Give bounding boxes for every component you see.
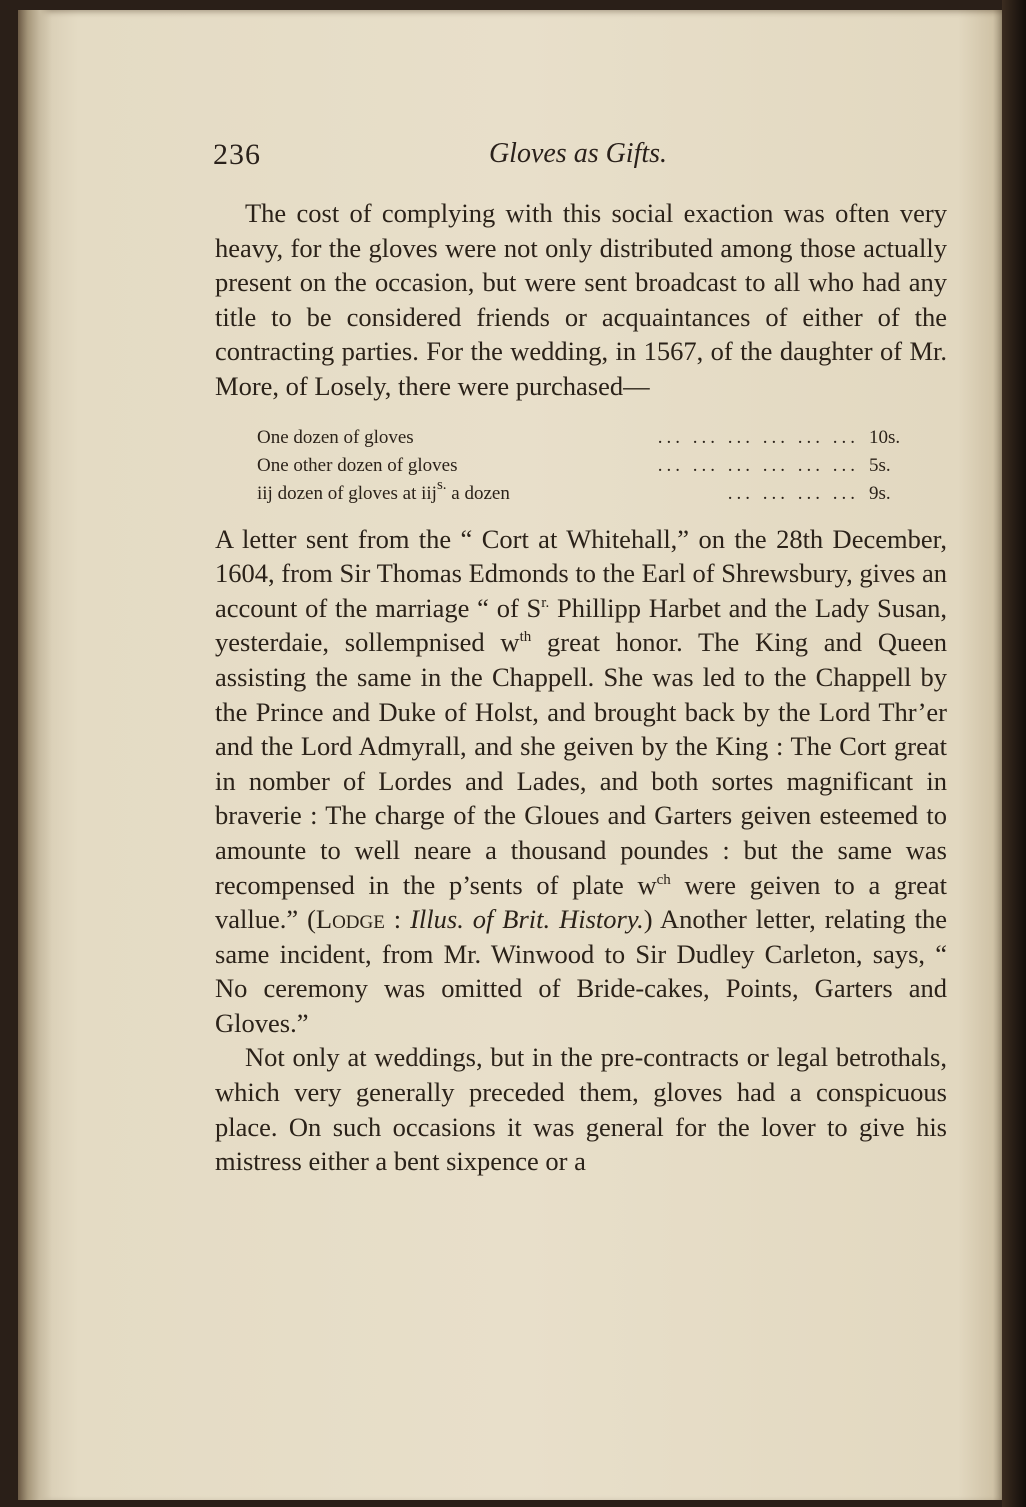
- page-gutter: [18, 10, 52, 1500]
- text-run: great honor. The King and Queen assisting the same in the Chappell. She was led to the Chappell by the Prince and Duke of Holst, and brought back by the Lord Thr’er and the Lord Admyrall, and she geiven by the King : The Cort great in nomber of Lordes and Lades, and both sortes magnificant in braverie : The charge of the Gloues and Garters geiven esteemed to amounte to well neare a thousand poundes : but the same was recompensed in the p’sents of plate w: [215, 627, 947, 900]
- paragraph: Not only at weddings, but in the pre-contracts or legal betrothals, which very generally preceded them, gloves had a conspicuous place. On such occasions it was general for the lover to give his mistress either a bent sixpence or a: [215, 1042, 947, 1177]
- superscript: ch: [656, 871, 671, 888]
- ledger-row: [257, 452, 907, 480]
- superscript: r.: [541, 594, 550, 611]
- ledger-leader: ... ... ... ... ... ...: [657, 454, 859, 476]
- page-edge: [1002, 0, 1026, 1507]
- paragraph: [215, 522, 947, 1041]
- page-number: 236: [213, 138, 261, 171]
- text-run: Phillipp Harbet and the Lady Susan, yesterdaie, sollempnised w: [215, 592, 947, 658]
- ledger-amount: 10s.: [869, 426, 901, 448]
- ledger-item-text: iij dozen of gloves at iij: [257, 482, 437, 504]
- paragraph: The cost of complying with this social exaction was often very heavy, for the gloves were not only distributed among those actually present on the occasion, but were sent broadcast to all who had any title to be considered friends or acquaintances of either of the contracting parties. For the wedding, in 1567, of the daughter of Mr. More, of Losely, there were purchased—: [215, 198, 947, 401]
- ledger-amount: 9s.: [869, 482, 891, 504]
- text-run: :: [384, 904, 411, 935]
- ledger-item: One other dozen of gloves: [257, 454, 458, 476]
- text-run: ) Another letter, relating the same incident, from Mr. Winwood to Sir Dudley Carleton, says, “ No ceremony was omitted of Bride-cakes, Points, Garters and Gloves.”: [215, 904, 947, 1038]
- superscript: s.: [436, 476, 447, 493]
- running-title: Gloves as Gifts.: [488, 138, 668, 169]
- ledger-row: [257, 424, 907, 452]
- text-run: A letter sent from the “ Cort at Whitehall,” on the 28th December, 1604, from Sir Thomas Edmonds to the Earl of Shrewsbury, gives an account of the marriage “ of S: [215, 523, 947, 623]
- ledger-leader: ... ... ... ... ... ...: [657, 426, 859, 448]
- purchase-ledger: [257, 424, 907, 508]
- text-run: were geiven to a great vallue.” (: [215, 869, 947, 935]
- superscript: th: [519, 629, 532, 646]
- page-body: [215, 196, 947, 1179]
- ledger-item: One dozen of gloves: [257, 426, 414, 448]
- ledger-item-text: a dozen: [446, 482, 510, 504]
- citation-author: Lodge: [315, 904, 385, 935]
- ledger-row: [257, 476, 907, 508]
- citation-title: Illus. of Brit. History.: [410, 904, 644, 935]
- page-header: [213, 138, 943, 178]
- ledger-amount: 5s.: [869, 454, 891, 476]
- ledger-leader: ... ... ... ...: [727, 482, 859, 504]
- ledger-item: [257, 476, 510, 508]
